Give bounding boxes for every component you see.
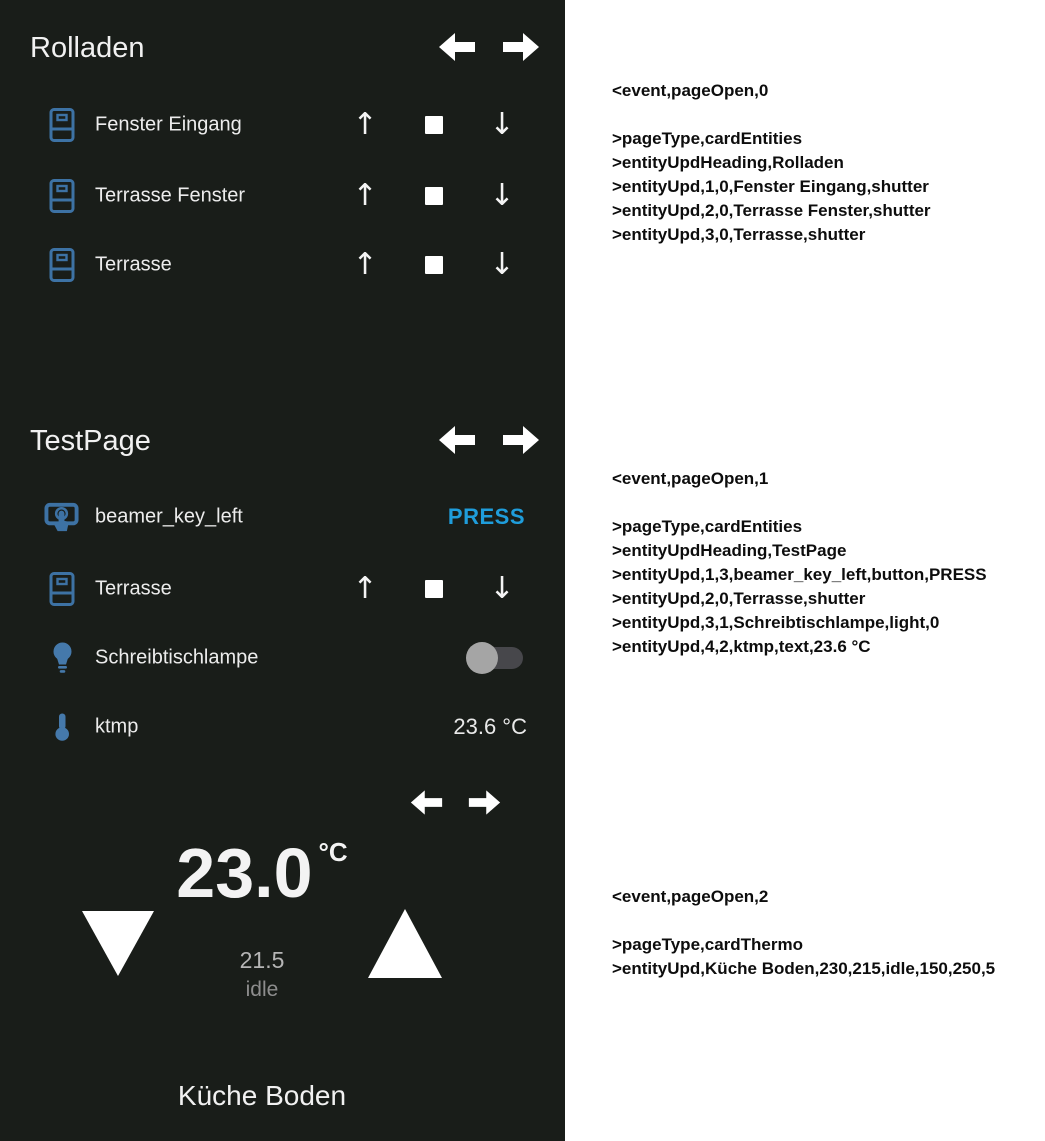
serial-log-block-page0	[612, 79, 931, 247]
shutter-stop-button[interactable]	[425, 256, 443, 274]
entity-row	[0, 495, 565, 539]
log-line: >entityUpd,1,3,beamer_key_left,button,PRESS	[612, 565, 987, 584]
serial-log-block-page1	[612, 467, 987, 659]
log-line	[612, 491, 987, 515]
log-line: >pageType,cardThermo	[612, 935, 803, 954]
thermometer-icon	[44, 713, 80, 742]
entity-row	[0, 243, 565, 287]
log-line	[612, 909, 995, 933]
serial-log-block-page2	[612, 885, 995, 981]
shutter-up-button[interactable]: ↑	[352, 247, 378, 282]
page-nav	[438, 31, 540, 68]
log-line: >entityUpd,3,1,Schreibtischlampe,light,0	[612, 613, 940, 632]
log-line: >entityUpd,2,0,Terrasse Fenster,shutter	[612, 201, 931, 220]
log-line: >entityUpdHeading,Rolladen	[612, 153, 844, 172]
log-line: <event,pageOpen,2	[612, 887, 769, 906]
log-line: >pageType,cardEntities	[612, 129, 803, 148]
page-title: Rolladen	[30, 32, 145, 64]
shutter-controls	[347, 247, 520, 282]
shutter-controls	[347, 107, 520, 142]
entity-label: beamer_key_left	[95, 505, 243, 528]
entity-row	[0, 705, 565, 749]
entity-row	[0, 567, 565, 611]
toggle-knob[interactable]	[466, 642, 498, 674]
hvac-status: idle	[245, 978, 279, 1001]
page-nav	[410, 787, 501, 823]
lightbulb-icon	[44, 642, 80, 675]
entity-label: Terrasse	[95, 253, 172, 276]
shutter-down-button[interactable]: ↓	[489, 247, 515, 282]
entity-row	[0, 636, 565, 680]
shutter-down-button[interactable]: ↓	[489, 178, 515, 213]
shutter-controls	[347, 178, 520, 213]
log-line	[612, 103, 931, 127]
log-line: >entityUpd,3,0,Terrasse,shutter	[612, 225, 866, 244]
shutter-down-button[interactable]: ↓	[489, 107, 515, 142]
page-title: TestPage	[30, 425, 151, 457]
entity-row	[0, 103, 565, 147]
entity-label: Schreibtischlampe	[95, 646, 259, 669]
shutter-icon	[44, 572, 80, 607]
temperature-value: 23.6 °C	[453, 714, 527, 739]
light-toggle[interactable]	[468, 647, 523, 669]
log-line: >entityUpdHeading,TestPage	[612, 541, 847, 560]
press-button[interactable]: PRESS	[447, 504, 525, 529]
current-temperature-value: 23.0	[176, 834, 313, 912]
shutter-up-button[interactable]: ↑	[352, 107, 378, 142]
log-line: >pageType,cardEntities	[612, 517, 803, 536]
entity-label: Terrasse	[95, 577, 172, 600]
page-nav	[438, 424, 540, 461]
shutter-stop-button[interactable]	[425, 116, 443, 134]
shutter-icon	[44, 108, 80, 143]
log-line: >entityUpd,2,0,Terrasse,shutter	[612, 589, 866, 608]
shutter-up-button[interactable]: ↑	[352, 571, 378, 606]
shutter-down-button[interactable]: ↓	[489, 571, 515, 606]
entity-label: Terrasse Fenster	[95, 184, 246, 207]
entity-row	[0, 174, 565, 218]
next-page-button[interactable]	[502, 424, 540, 461]
shutter-controls	[347, 571, 520, 606]
log-line: >entityUpd,4,2,ktmp,text,23.6 °C	[612, 637, 871, 656]
log-line: <event,pageOpen,0	[612, 81, 769, 100]
shutter-stop-button[interactable]	[425, 580, 443, 598]
shutter-stop-button[interactable]	[425, 187, 443, 205]
prev-page-button[interactable]	[438, 31, 476, 68]
log-line: <event,pageOpen,1	[612, 469, 769, 488]
prev-page-button[interactable]	[410, 787, 443, 823]
entity-label: ktmp	[95, 715, 139, 738]
thermostat-name: Küche Boden	[177, 1080, 347, 1111]
shutter-up-button[interactable]: ↑	[352, 178, 378, 213]
log-line: >entityUpd,Küche Boden,230,215,idle,150,250,5	[612, 959, 996, 978]
entity-label: Fenster Eingang	[95, 113, 242, 136]
current-temperature	[0, 834, 524, 912]
temperature-unit: °C	[318, 837, 348, 867]
log-line: >entityUpd,1,0,Fenster Eingang,shutter	[612, 177, 929, 196]
shutter-icon	[44, 179, 80, 214]
shutter-icon	[44, 248, 80, 283]
gesture-tap-button-icon	[44, 499, 80, 535]
prev-page-button[interactable]	[438, 424, 476, 461]
next-page-button[interactable]	[502, 31, 540, 68]
target-temperature: 21.5	[239, 947, 285, 973]
next-page-button[interactable]	[468, 787, 501, 823]
